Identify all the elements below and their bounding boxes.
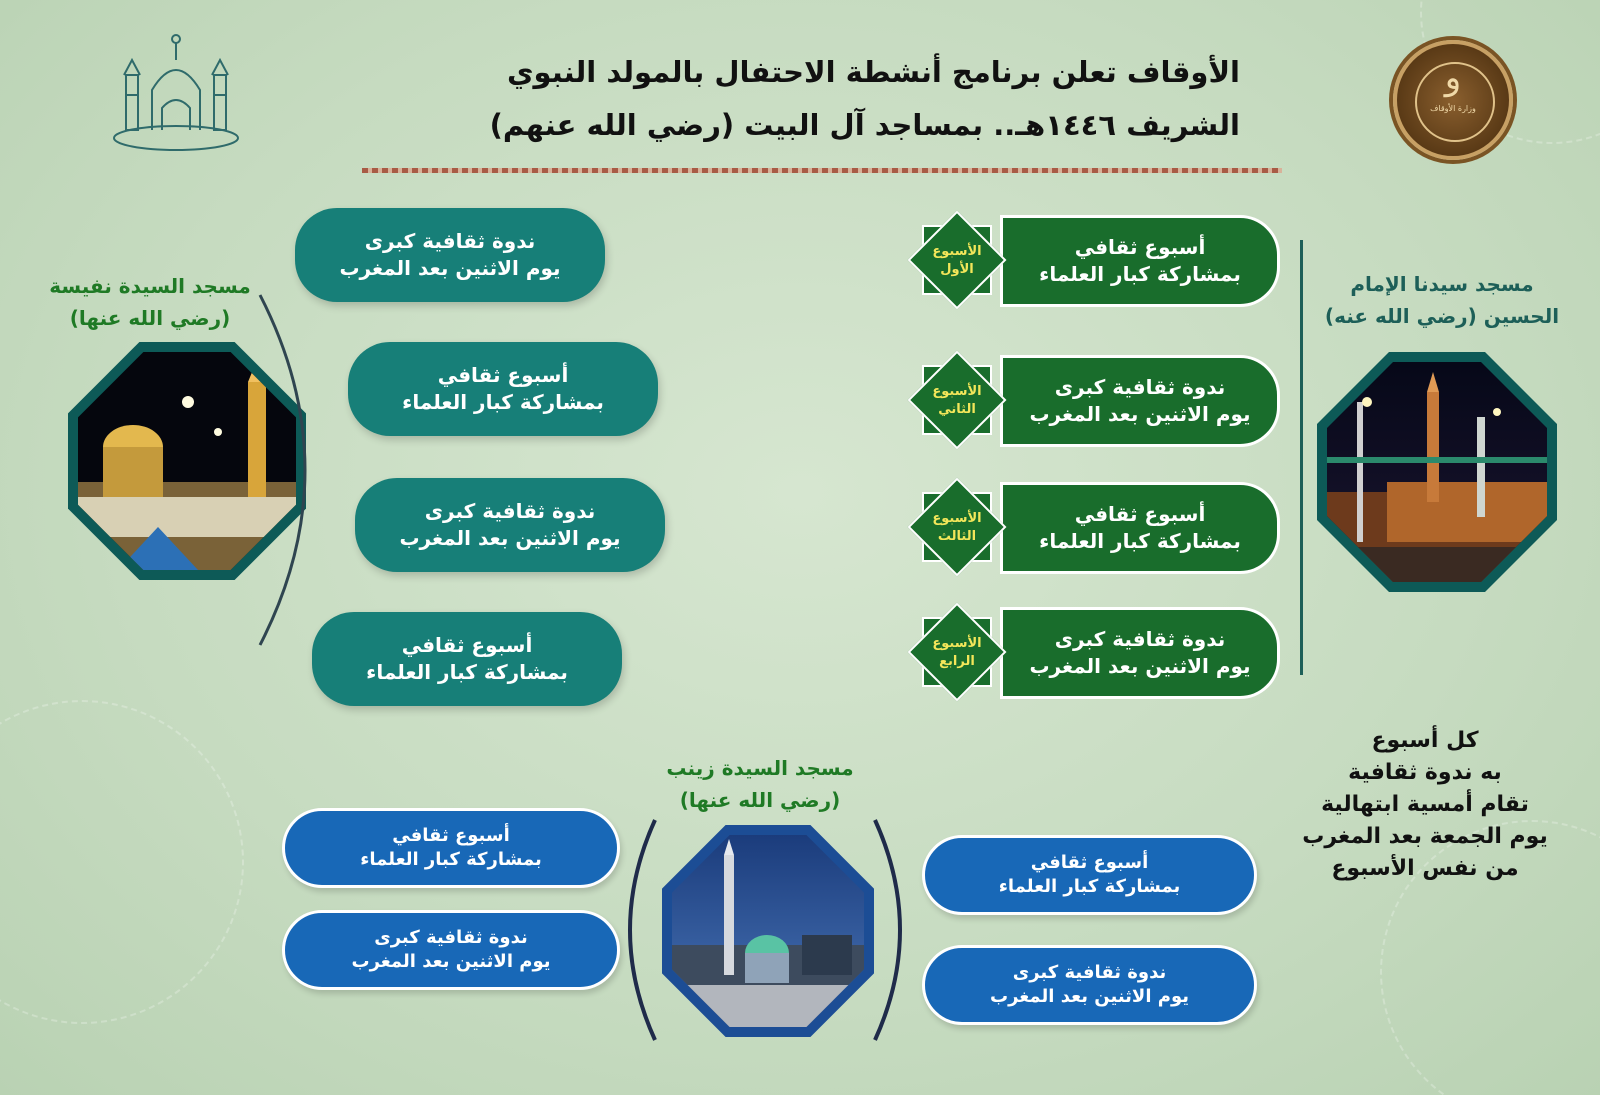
zeinab-right-item-2-line-2: يوم الاثنين بعد المغرب	[989, 986, 1190, 1007]
hussein-mosque-image	[1327, 362, 1547, 582]
hussein-week-1-card	[1000, 215, 1280, 307]
zeinab-mosque-name	[620, 752, 900, 816]
nafisa-name-line-2: (رضي الله عنها)	[69, 306, 231, 330]
hussein-week-4-card	[1000, 607, 1280, 699]
hussein-week-2-card	[1000, 355, 1280, 447]
hussein-week-3-line-1: أسبوع ثقافي	[1074, 502, 1206, 526]
zeinab-left-item-1-line-1: أسبوع ثقافي	[392, 824, 510, 846]
note-line-2: به ندوة ثقافية	[1348, 759, 1502, 785]
nafisa-item-4-line-2: بمشاركة كبار العلماء	[366, 660, 568, 684]
ministry-logo: و وزارة الأوقاف	[1393, 40, 1513, 160]
hussein-week-2-line-1: ندوة ثقافية كبرى	[1054, 375, 1226, 399]
note-line-4: يوم الجمعة بعد المغرب	[1302, 823, 1548, 849]
note-line-3: تقام أمسية ابتهالية	[1321, 791, 1529, 817]
hussein-mosque-photo	[1317, 352, 1557, 592]
title-line-2: الشريف ١٤٤٦هـ.. بمساجد آل البيت (رضي الله عنهم)	[489, 108, 1240, 142]
nafisa-item-2	[348, 342, 658, 436]
zeinab-name-line-1: مسجد السيدة زينب	[666, 756, 854, 780]
title-line-1: الأوقاف تعلن برنامج أنشطة الاحتفال بالمولد النبوي	[506, 55, 1240, 89]
zeinab-left-item-1	[282, 808, 620, 888]
nafisa-item-4	[312, 612, 622, 706]
nafisa-arc-line	[240, 290, 350, 650]
week-1-badge-number: الأول	[940, 261, 974, 277]
zeinab-right-item-2-line-1: ندوة ثقافية كبرى	[1012, 961, 1167, 983]
background-ornament	[0, 700, 244, 1024]
hussein-week-1-line-2: بمشاركة كبار العلماء	[1039, 262, 1241, 286]
hussein-name-line-1: مسجد سيدنا الإمام	[1350, 272, 1534, 296]
week-2-badge-label: الأسبوع	[932, 384, 982, 399]
hussein-week-2-badge	[922, 365, 992, 435]
hussein-mosque-name	[1312, 268, 1572, 332]
hussein-week-4-line-1: ندوة ثقافية كبرى	[1054, 627, 1226, 651]
hussein-week-1-line-1: أسبوع ثقافي	[1074, 235, 1206, 259]
hussein-week-2-line-2: يوم الاثنين بعد المغرب	[1029, 402, 1251, 426]
hussein-name-line-2: الحسين (رضي الله عنه)	[1324, 304, 1560, 328]
nafisa-item-1-line-2: يوم الاثنين بعد المغرب	[339, 256, 561, 280]
nafisa-item-2-line-2: بمشاركة كبار العلماء	[402, 390, 604, 414]
nafisa-item-2-line-1: أسبوع ثقافي	[437, 363, 569, 387]
zeinab-right-item-1	[922, 835, 1257, 915]
nafisa-item-4-line-1: أسبوع ثقافي	[401, 633, 533, 657]
week-2-badge-number: الثاني	[938, 401, 976, 417]
hussein-week-3-card	[1000, 482, 1280, 574]
nafisa-item-3-line-1: ندوة ثقافية كبرى	[424, 499, 596, 523]
hussein-week-3-line-2: بمشاركة كبار العلماء	[1039, 529, 1241, 553]
nafisa-name-line-1: مسجد السيدة نفيسة	[49, 274, 251, 298]
week-3-badge-label: الأسبوع	[932, 511, 982, 526]
zeinab-left-item-2-line-1: ندوة ثقافية كبرى	[374, 926, 528, 948]
hussein-week-4-line-2: يوم الاثنين بعد المغرب	[1029, 654, 1251, 678]
week-3-badge-number: الثالث	[937, 528, 977, 544]
zeinab-right-item-1-line-2: بمشاركة كبار العلماء	[998, 876, 1181, 897]
title-divider	[362, 168, 1282, 173]
zeinab-left-item-1-line-2: بمشاركة كبار العلماء	[360, 849, 542, 870]
hussein-week-1-badge	[922, 225, 992, 295]
hussein-week-4-badge	[922, 617, 992, 687]
note-line-1: كل أسبوع	[1371, 728, 1479, 753]
zeinab-mosque-image	[672, 835, 864, 1027]
nafisa-item-3	[355, 478, 665, 572]
zeinab-name-line-2: (رضي الله عنها)	[679, 788, 841, 812]
nafisa-item-1-line-1: ندوة ثقافية كبرى	[364, 229, 536, 253]
weekly-note	[1275, 725, 1575, 884]
week-4-badge-label: الأسبوع	[932, 636, 982, 651]
hussein-week-3-badge	[922, 492, 992, 562]
mosque-outline-icon	[106, 30, 246, 155]
zeinab-right-item-2	[922, 945, 1257, 1025]
zeinab-right-item-1-line-1: أسبوع ثقافي	[1030, 851, 1149, 873]
zeinab-left-item-2-line-2: يوم الاثنين بعد المغرب	[351, 951, 551, 972]
week-1-badge-label: الأسبوع	[932, 244, 982, 259]
week-4-badge-number: الرابع	[939, 653, 975, 669]
nafisa-item-1	[295, 208, 605, 302]
note-line-5: من نفس الأسبوع	[1331, 855, 1519, 881]
hussein-divider-line	[1300, 240, 1303, 675]
nafisa-item-3-line-2: يوم الاثنين بعد المغرب	[399, 526, 621, 550]
zeinab-left-item-2	[282, 910, 620, 990]
